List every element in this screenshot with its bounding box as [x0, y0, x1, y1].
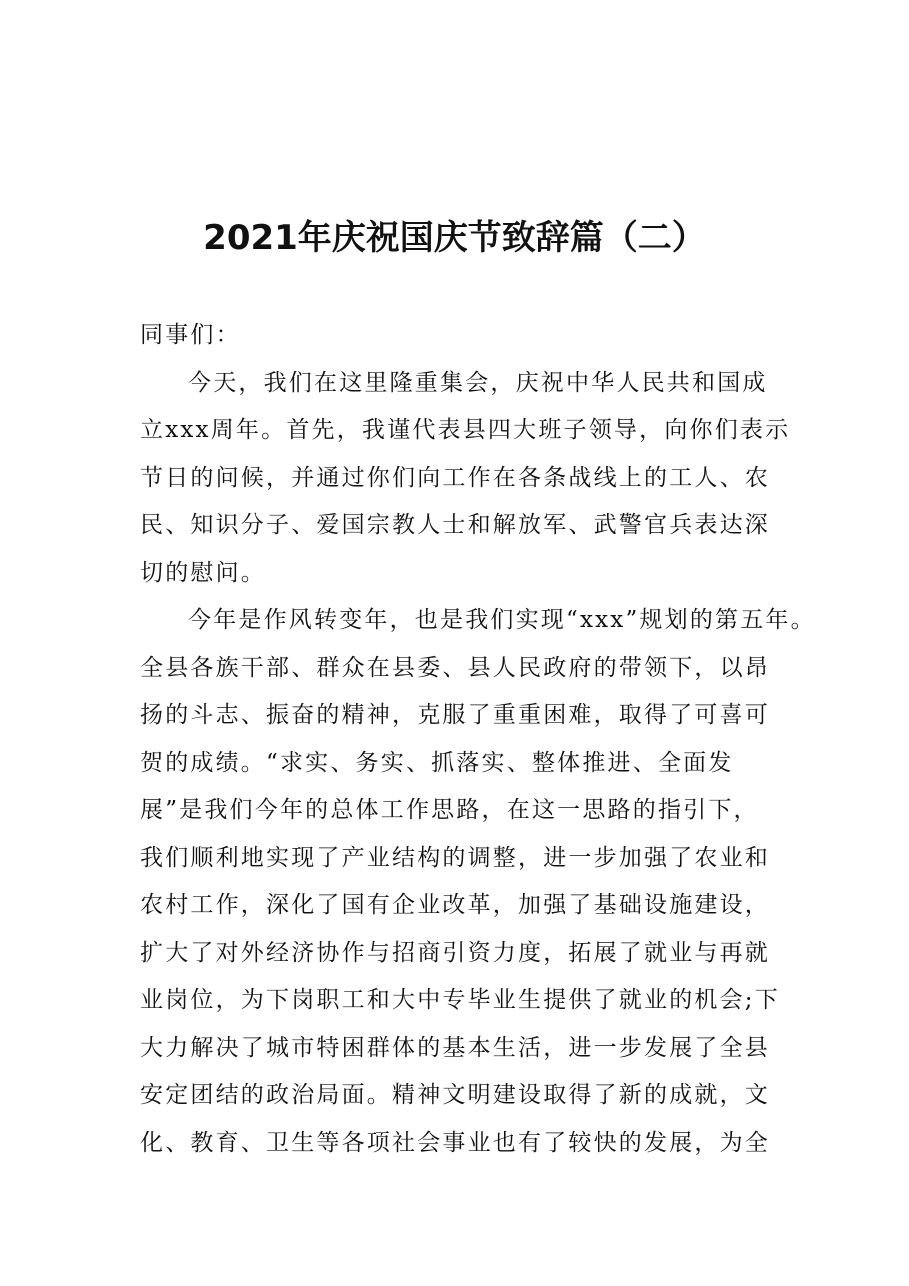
paragraph-2-line-2: 全县各族干部、群众在县委、县人民政府的带领下，以昂 [140, 654, 770, 681]
paragraph-2-line-4: 贺的成绩。“求实、务实、抓落实、整体推进、全面发 [140, 749, 734, 776]
paragraph-1-line-4: 民、知识分子、爱国宗教人士和解放军、武警官兵表达深 [140, 512, 770, 538]
paragraph-2-line-10: 大力解决了城市特困群体的基本生活，进一步发展了全县 [140, 1034, 770, 1061]
paragraph-1-line-2: 立xxx周年。首先，我谨代表县四大班子领导，向你们表示 [140, 417, 791, 443]
paragraph-1-line-1: 今天，我们在这里隆重集会，庆祝中华人民共和国成 [188, 369, 768, 396]
paragraph-2-line-11: 安定团结的政治局面。精神文明建设取得了新的成就，文 [140, 1082, 770, 1108]
salutation: 同事们： [140, 322, 241, 348]
paragraph-1-line-3: 节日的问候，并通过你们向工作在各条战线上的工人、农 [140, 464, 770, 491]
paragraph-2-line-5: 展”是我们今年的总体工作思路，在这一思路的指引下， [140, 797, 759, 823]
paragraph-2-line-7: 农村工作，深化了国有企业改革，加强了基础设施建设， [140, 892, 770, 918]
paragraph-2-line-1: 今年是作风转变年，也是我们实现“xxx”规划的第五年。 [188, 607, 816, 633]
paragraph-2-line-6: 我们顺利地实现了产业结构的调整，进一步加强了农业和 [140, 844, 770, 871]
document-title: 2021年庆祝国庆节致辞篇（二） [203, 218, 706, 258]
paragraph-1-line-5: 切的慰问。 [140, 559, 266, 586]
paragraph-2-line-3: 扬的斗志、振奋的精神，克服了重重困难，取得了可喜可 [140, 702, 770, 728]
paragraph-2-line-9: 业岗位，为下岗职工和大中专毕业生提供了就业的机会;下 [140, 987, 780, 1013]
document-body [140, 312, 816, 1167]
paragraph-2-line-8: 扩大了对外经济协作与招商引资力度，拓展了就业与再就 [140, 939, 770, 966]
paragraph-2-line-12: 化、教育、卫生等各项社会事业也有了较快的发展，为全 [140, 1129, 770, 1156]
